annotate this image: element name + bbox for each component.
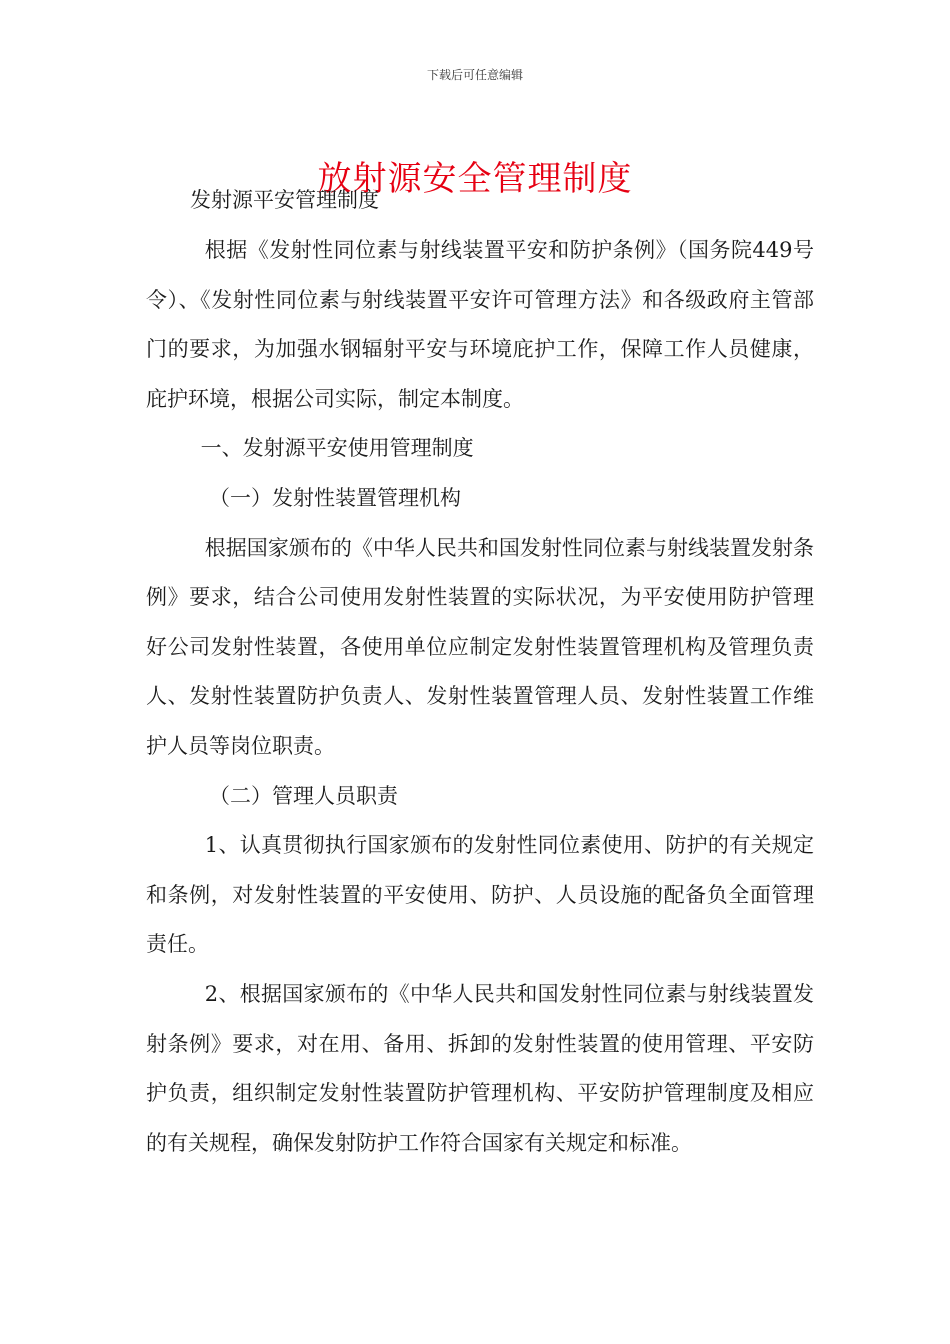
paragraph-intro: 根据《发射性同位素与射线装置平安和防护条例》（国务院449号令）、《发射性同位素与射线装置平安许可管理方法》和各级政府主管部门的要求，为加强水钢辐射平安与环境庇护工作，保障工作人员健康，庇护环境，根据公司实际，制定本制度。 xyxy=(146,238,814,411)
header-note: 下载后可任意编辑 xyxy=(426,68,523,82)
paragraph-duty-1: 1、认真贯彻执行国家颁布的发射性同位素使用、防护的有关规定和条例，对发射性装置的平安使用、防护、人员设施的配备负全面管理责任。 xyxy=(146,833,814,957)
subsection-heading-1: （一）发射性装置管理机构 xyxy=(209,485,461,510)
document-body xyxy=(146,226,814,1168)
document-title: 放射源安全管理制度 xyxy=(317,158,633,199)
document-subtitle: 发射源平安管理制度 xyxy=(190,188,379,212)
subsection-heading-2: （二）管理人员职责 xyxy=(209,783,398,808)
paragraph-duty-2: 2、根据国家颁布的《中华人民共和国发射性同位素与射线装置发射条例》要求，对在用、备用、拆卸的发射性装置的使用管理、平安防护负责，组织制定发射性装置防护管理机构、平安防护管理制度及相应的有关规程，确保发射防护工作符合国家有关规定和标准。 xyxy=(146,981,814,1155)
paragraph-organization: 根据国家颁布的《中华人民共和国发射性同位素与射线装置发射条例》要求，结合公司使用发射性装置的实际状况，为平安使用防护管理好公司发射性装置，各使用单位应制定发射性装置管理机构及管理负责人、发射性装置防护负责人、发射性装置管理人员、发射性装置工作维护人员等岗位职责。 xyxy=(146,535,814,758)
section-heading-1: 一、发射源平安使用管理制度 xyxy=(200,436,474,461)
